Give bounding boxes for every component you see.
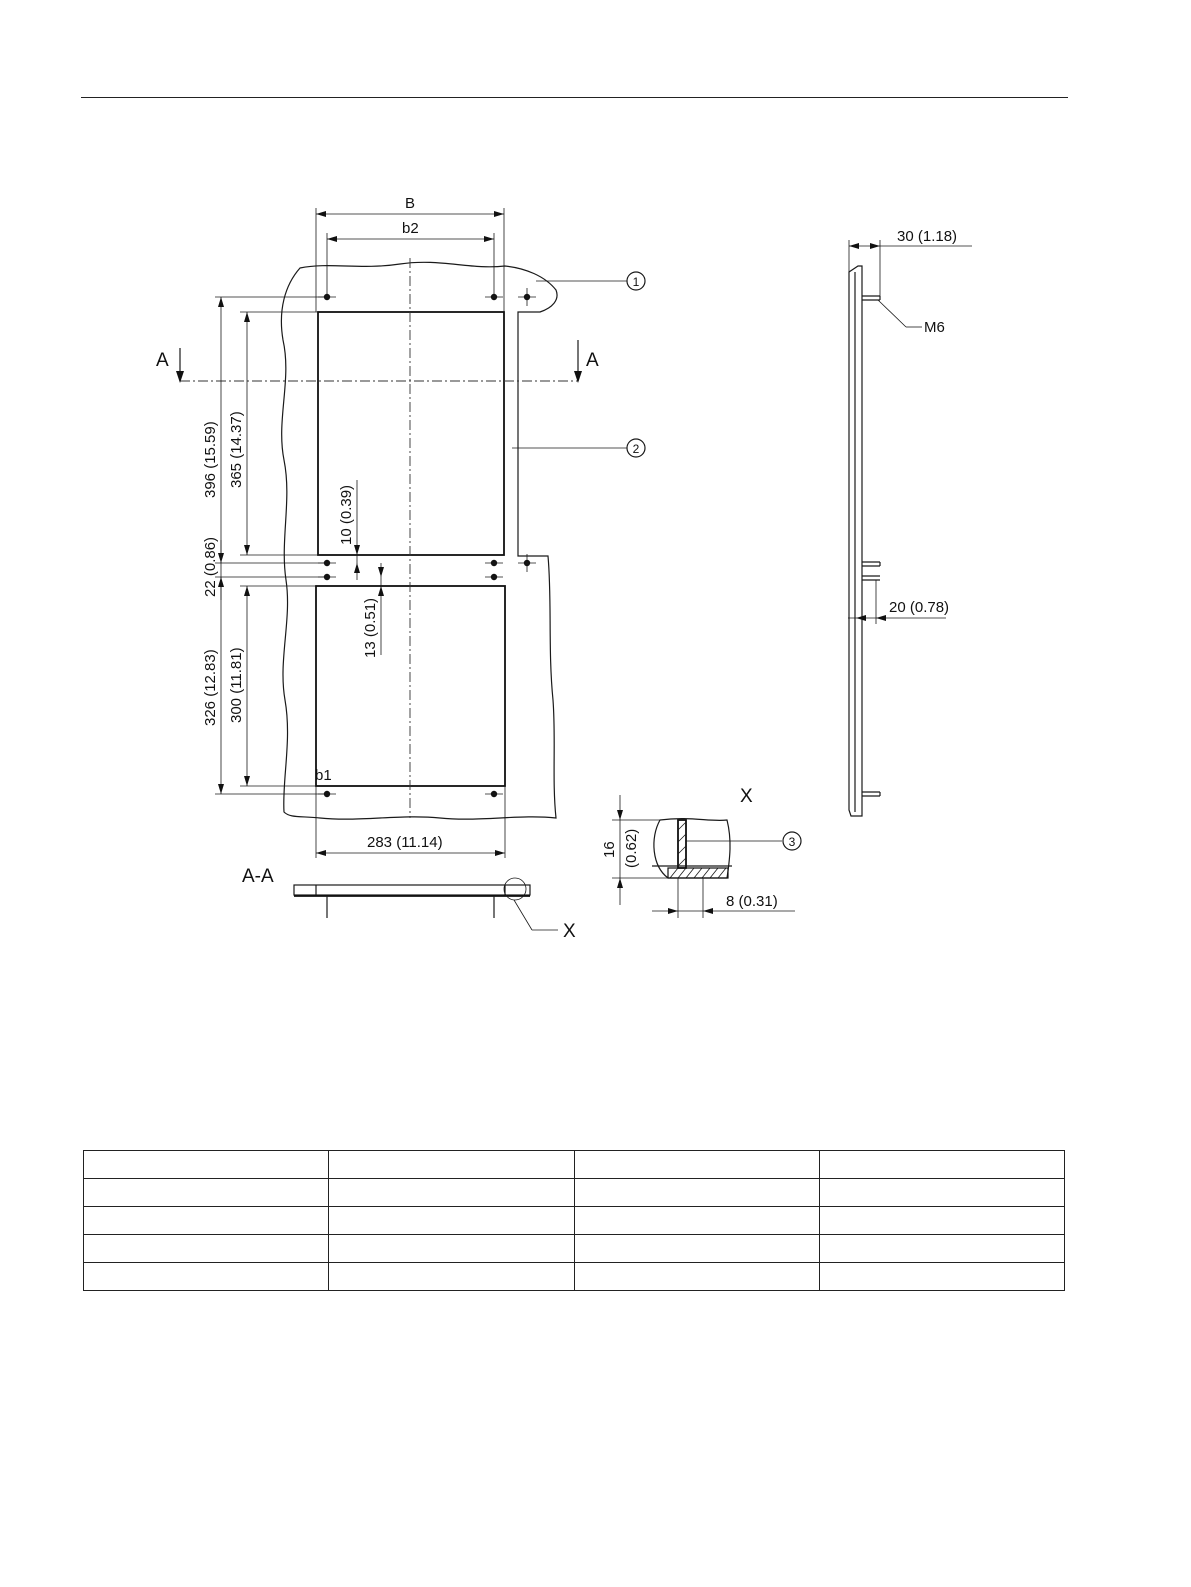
table-cell — [574, 1263, 819, 1291]
table-cell — [329, 1263, 574, 1291]
dim-20: 20 (0.78) — [889, 599, 950, 616]
table-cell — [84, 1207, 329, 1235]
table-cell — [84, 1263, 329, 1291]
table-cell — [574, 1235, 819, 1263]
section-mark-left: A — [156, 350, 169, 371]
table-cell — [819, 1179, 1064, 1207]
dim-365: 365 (14.37) — [228, 411, 245, 488]
dim-13: 13 (0.51) — [362, 597, 379, 658]
dim-b2: b2 — [402, 220, 419, 237]
dim-30: 30 (1.18) — [897, 228, 958, 245]
table-row — [84, 1179, 1065, 1207]
detail-x-callout: X — [563, 921, 576, 942]
dim-300: 300 (11.81) — [228, 647, 245, 723]
table-cell — [329, 1207, 574, 1235]
table-cell — [819, 1263, 1064, 1291]
table-row — [84, 1151, 1065, 1179]
dim-283: 283 (11.14) — [367, 834, 443, 851]
section-view-title: A-A — [242, 866, 274, 887]
table-cell — [329, 1235, 574, 1263]
table-cell — [819, 1235, 1064, 1263]
table-cell — [329, 1179, 574, 1207]
lower-cutout — [316, 586, 505, 786]
dim-16: 16 — [601, 841, 618, 858]
table-row — [84, 1235, 1065, 1263]
spec-table — [83, 1150, 1065, 1291]
callout-1: 1 — [632, 275, 640, 289]
table-cell — [84, 1235, 329, 1263]
table-cell — [329, 1151, 574, 1179]
table-cell — [574, 1151, 819, 1179]
section-mark-right: A — [586, 350, 599, 371]
table-cell — [84, 1151, 329, 1179]
wall-outline — [281, 262, 557, 819]
dim-326: 326 (12.83) — [202, 649, 219, 726]
table-cell — [819, 1207, 1064, 1235]
dim-396: 396 (15.59) — [202, 421, 219, 498]
table-cell — [819, 1151, 1064, 1179]
detail-x-title: X — [740, 786, 753, 807]
dim-16-inch: (0.62) — [623, 828, 640, 868]
callout-2: 2 — [632, 442, 640, 456]
dim-8: 8 (0.31) — [726, 893, 778, 910]
thread-label: M6 — [924, 319, 945, 336]
table-cell — [574, 1179, 819, 1207]
table-cell — [574, 1207, 819, 1235]
table-cell — [84, 1179, 329, 1207]
callout-3: 3 — [788, 835, 796, 849]
dim-b1: b1 — [315, 767, 332, 784]
table-row — [84, 1207, 1065, 1235]
dim-B: B — [405, 195, 416, 212]
table-row — [84, 1263, 1065, 1291]
dim-22: 22 (0.86) — [202, 536, 219, 597]
dim-10: 10 (0.39) — [338, 484, 355, 545]
